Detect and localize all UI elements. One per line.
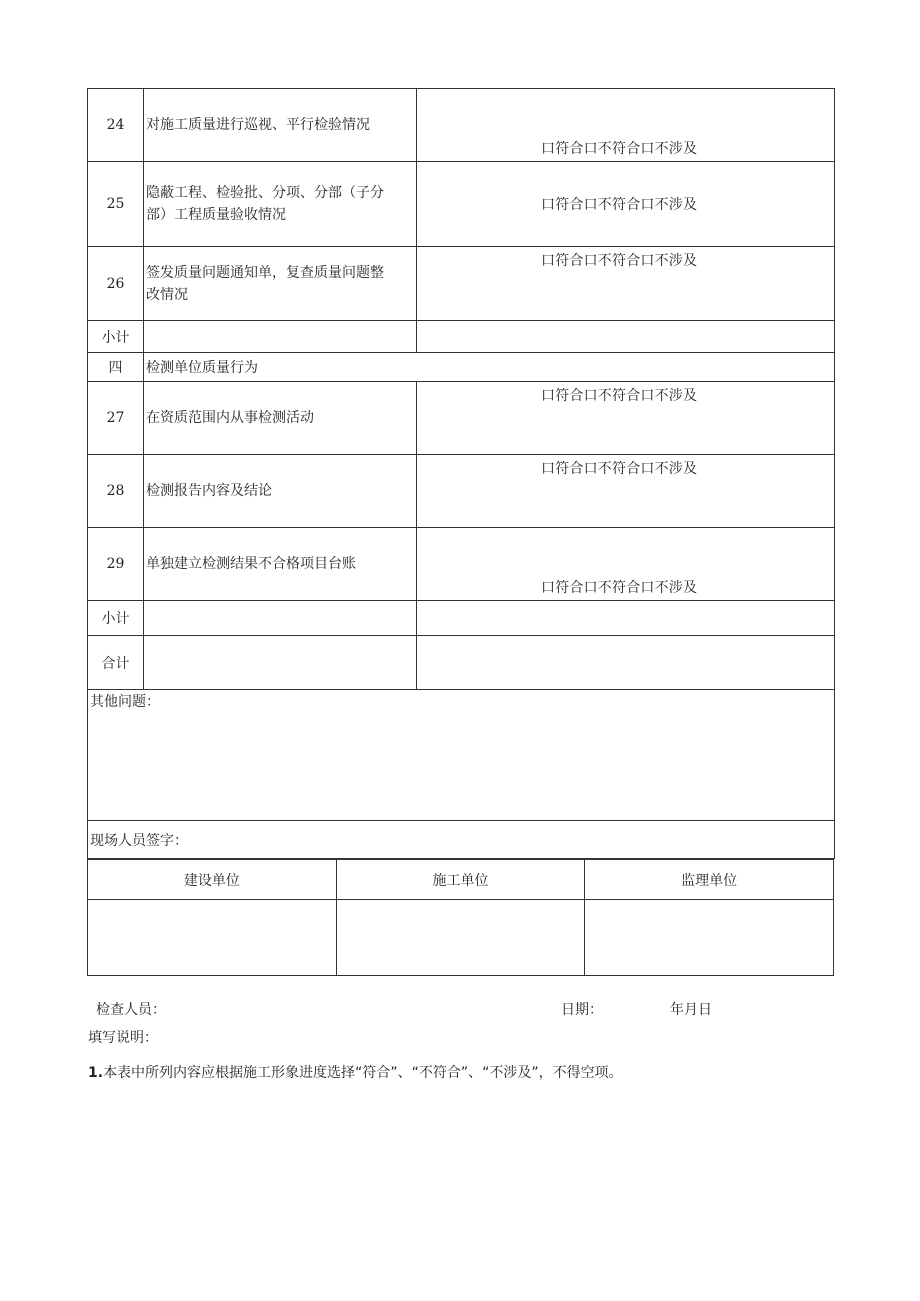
row-item — [144, 247, 417, 321]
item-line: 签发质量问题通知单，复查质量问题整 — [146, 264, 384, 281]
section-title: 检测单位质量行为 — [144, 353, 835, 382]
result-cell — [417, 162, 835, 247]
subtotal-result[interactable] — [417, 321, 835, 353]
signature-label: 现场人员签字： — [90, 832, 188, 849]
item-line: 改情况 — [146, 286, 188, 303]
other-issues-row — [88, 690, 835, 821]
subtotal-result[interactable] — [417, 601, 835, 636]
units-table — [87, 859, 834, 976]
result-options[interactable]: 口符合口不符合口不涉及 — [541, 197, 698, 213]
owner-signature-field[interactable] — [88, 900, 337, 976]
notes-title: 填写说明： — [88, 1030, 158, 1046]
row-number: 25 — [88, 162, 144, 247]
row-item — [144, 89, 417, 162]
item-line: 检测报告内容及结论 — [146, 483, 272, 499]
row-number: 28 — [88, 455, 144, 528]
section-number: 四 — [88, 353, 144, 382]
other-issues-label: 其他问题： — [90, 694, 160, 710]
result-options[interactable]: 口符合口不符合口不涉及 — [541, 461, 698, 477]
units-signature-row — [88, 900, 834, 976]
table-row — [88, 247, 835, 321]
row-item — [144, 455, 417, 528]
item-line: 在资质范围内从事检测活动 — [146, 410, 314, 426]
subtotal-label: 小计 — [88, 321, 144, 353]
inspector-label: 检查人员： — [96, 1002, 166, 1018]
result-options[interactable]: 口符合口不符合口不涉及 — [541, 253, 698, 269]
item-line: 隐蔽工程、检验批、分项、分部（子分 — [146, 185, 384, 201]
supervisor-signature-field[interactable] — [585, 900, 834, 976]
subtotal-label: 小计 — [88, 601, 144, 636]
section-row — [88, 353, 835, 382]
note-text: 本表中所列内容应根据施工形象进度选择“符合”、“不符合”、“不涉及”，不得空项。 — [103, 1065, 623, 1081]
item-line: 单独建立检测结果不合格项目台账 — [146, 556, 356, 572]
item-line: 部）工程质量验收情况 — [146, 207, 286, 223]
item-line: 对施工质量进行巡视、平行检验情况 — [146, 117, 370, 133]
contractor-signature-field[interactable] — [336, 900, 585, 976]
note-item — [88, 1062, 623, 1082]
row-number: 26 — [88, 247, 144, 321]
table-row — [88, 528, 835, 601]
table-row — [88, 89, 835, 162]
row-item — [144, 382, 417, 455]
result-options[interactable]: 口符合口不符合口不涉及 — [541, 141, 698, 157]
subtotal-value[interactable] — [144, 601, 417, 636]
unit-construction-owner: 建设单位 — [88, 860, 337, 900]
result-cell — [417, 528, 835, 601]
table-row — [88, 455, 835, 528]
row-number: 24 — [88, 89, 144, 162]
total-label: 合计 — [88, 636, 144, 690]
signature-box — [88, 821, 835, 859]
result-cell — [417, 382, 835, 455]
quality-inspection-table — [87, 88, 835, 859]
total-value[interactable] — [144, 636, 417, 690]
unit-contractor: 施工单位 — [336, 860, 585, 900]
result-options[interactable]: 口符合口不符合口不涉及 — [541, 388, 698, 404]
row-number: 27 — [88, 382, 144, 455]
signature-row — [88, 821, 835, 859]
subtotal-row — [88, 601, 835, 636]
subtotal-row — [88, 321, 835, 353]
result-options[interactable]: 口符合口不符合口不涉及 — [541, 580, 698, 596]
subtotal-value[interactable] — [144, 321, 417, 353]
row-item — [144, 162, 417, 247]
units-header-row — [88, 860, 834, 900]
other-issues-box[interactable] — [88, 690, 835, 821]
date-ymd-label: 年月日 — [670, 1002, 712, 1018]
result-cell — [417, 89, 835, 162]
note-number: 1. — [88, 1065, 104, 1081]
table-row — [88, 162, 835, 247]
row-number: 29 — [88, 528, 144, 601]
result-cell — [417, 247, 835, 321]
table-row — [88, 382, 835, 455]
row-item — [144, 528, 417, 601]
result-cell — [417, 455, 835, 528]
total-row — [88, 636, 835, 690]
total-result[interactable] — [417, 636, 835, 690]
unit-supervisor: 监理单位 — [585, 860, 834, 900]
date-label: 日期： — [561, 1002, 603, 1018]
